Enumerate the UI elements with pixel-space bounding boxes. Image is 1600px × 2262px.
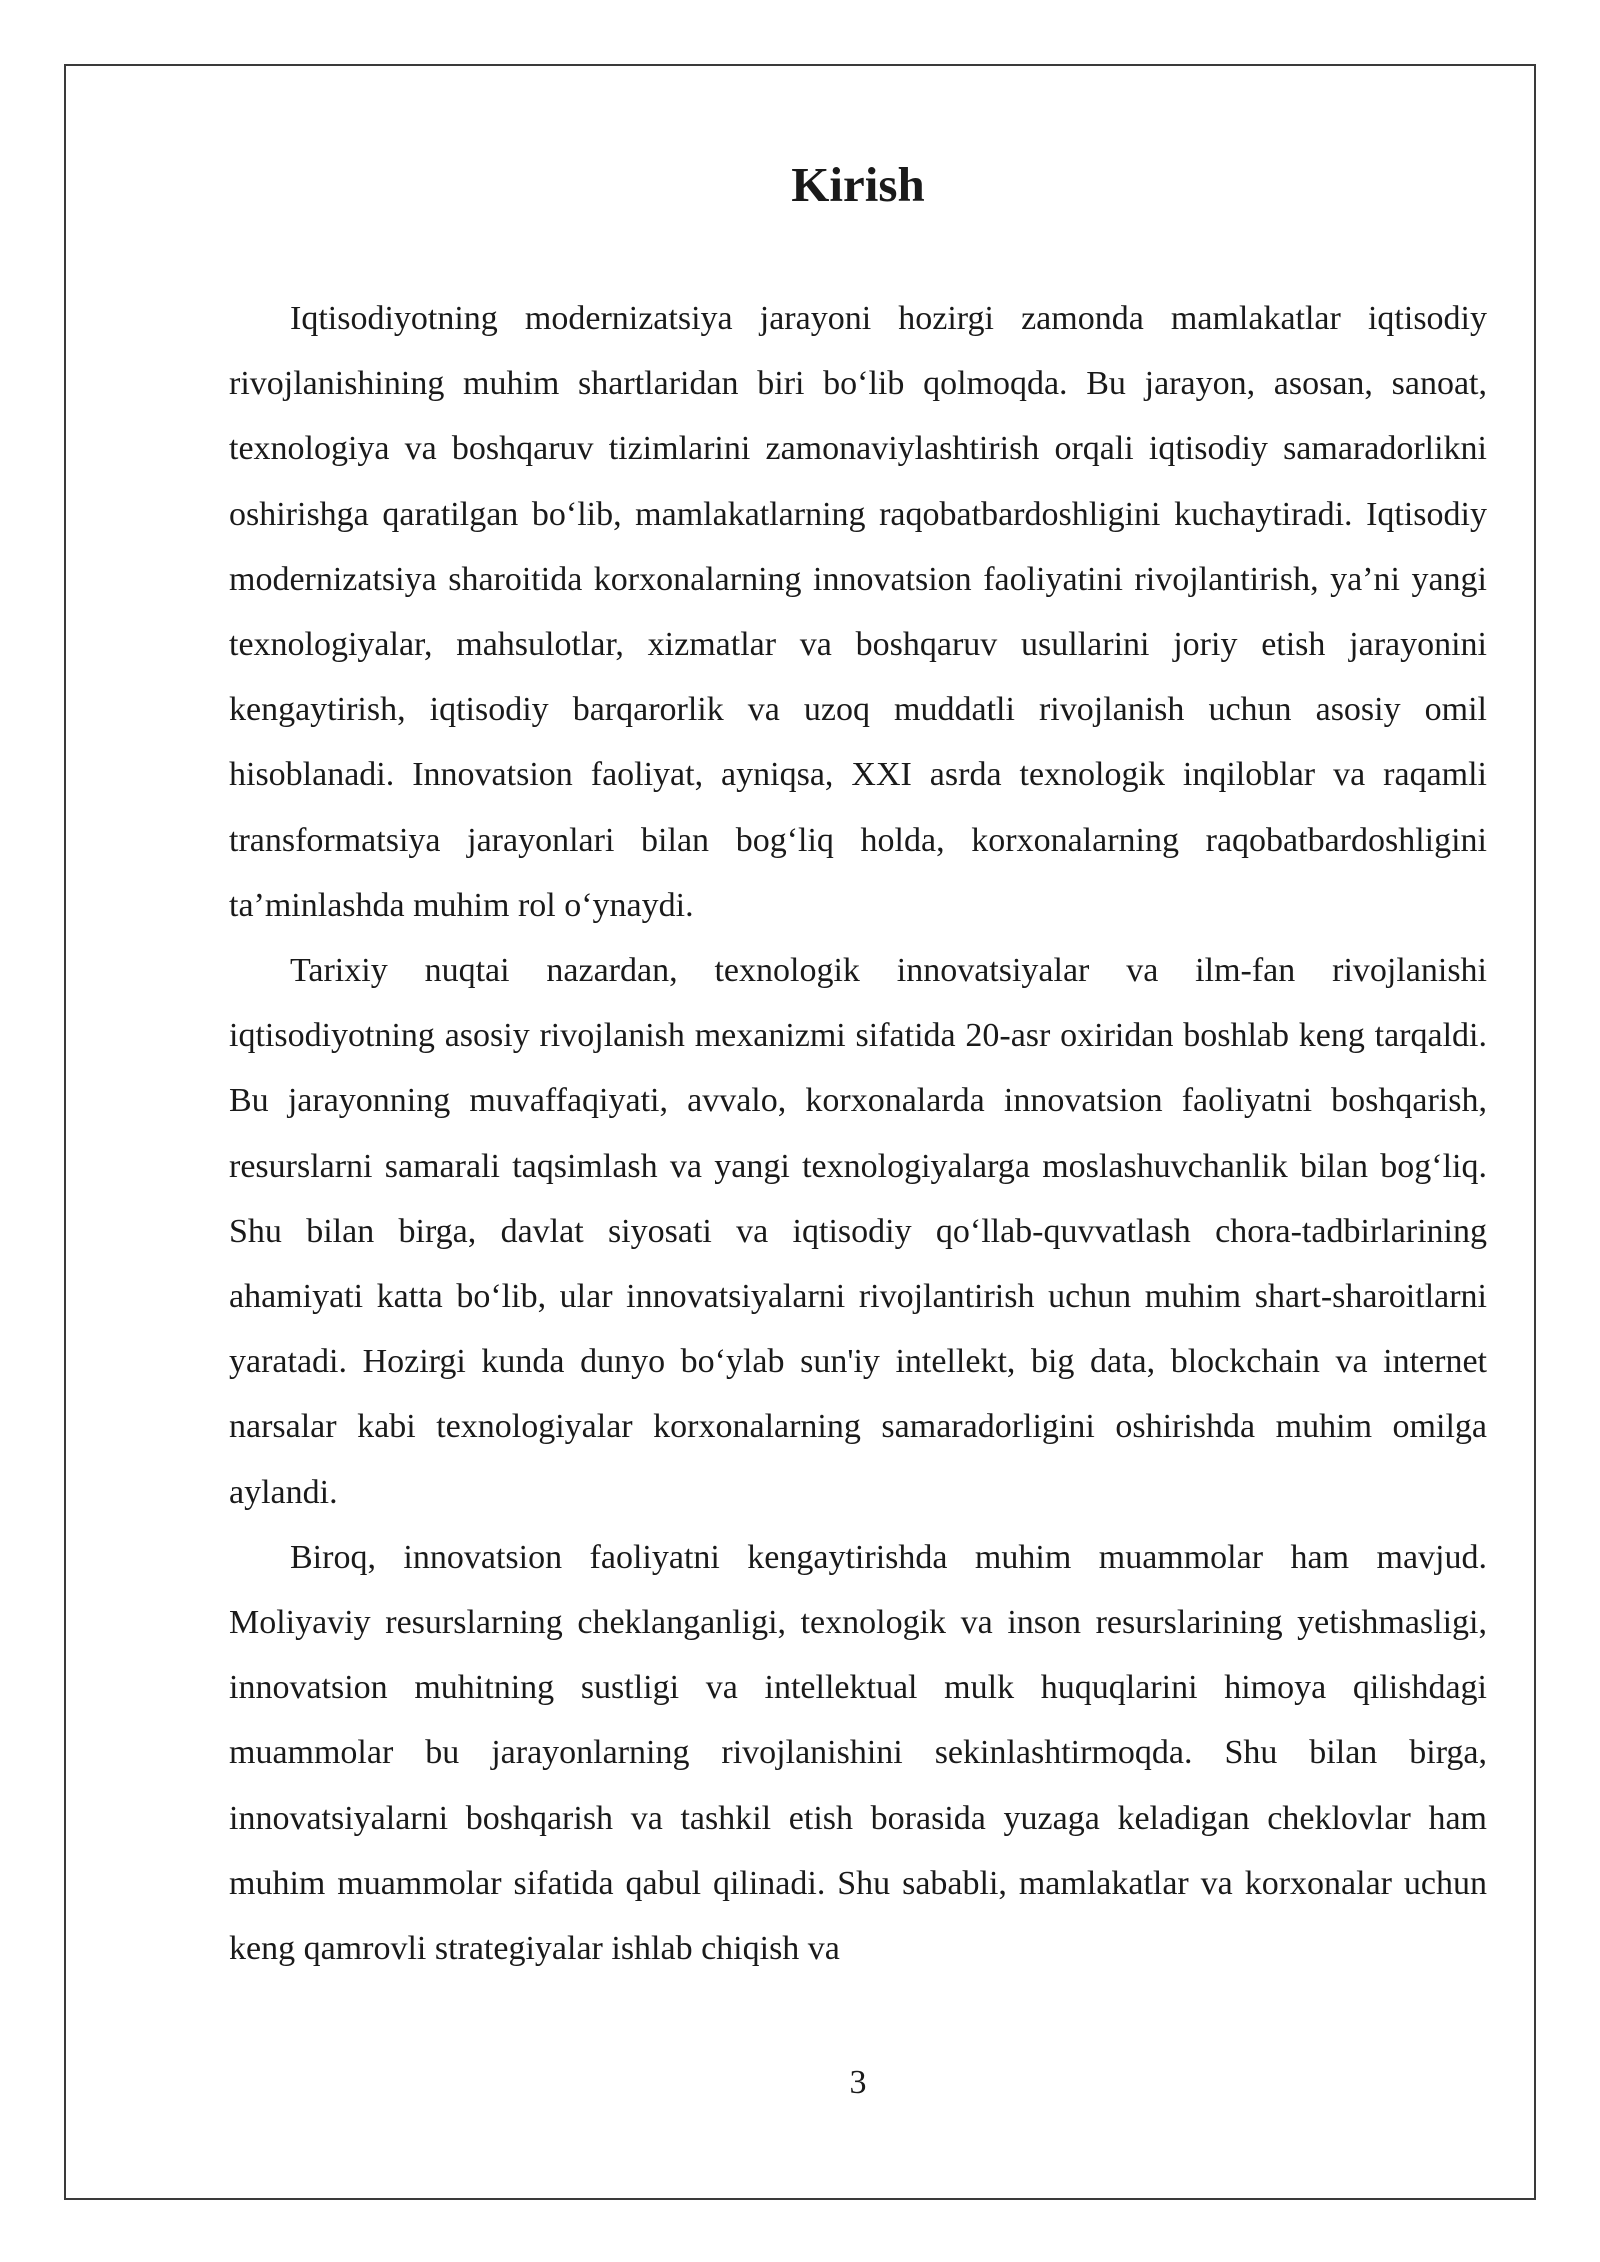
page-number: 3 xyxy=(849,2064,867,2101)
page-title: Kirish xyxy=(791,157,925,212)
paragraph-3: Biroq, innovatsion faoliyatni kengaytirishda muhim muammolar ham mavjud. Moliyaviy resurslarning cheklanganligi, texnologik va inson resurslarining yetishmasligi, innovatsion muhitning sustligi va intellektual mulk huquqlarini himoya qilishdagi muammolar bu jarayonlarning rivojlanishini sekinlashtirmoqda. Shu bilan birga, innovatsiyalarni boshqarish va tashkil etish borasida yuzaga keladigan cheklovlar ham muhim muammolar sifatida qabul qilinadi. Shu sababli, mamlakatlar va korxonalar uchun keng qamrovli strategiyalar ishlab chiqish va xyxy=(229,1538,1487,1968)
paragraph-2: Tarixiy nuqtai nazardan, texnologik innovatsiyalar va ilm-fan rivojlanishi iqtisodiyotning asosiy rivojlanish mexanizmi sifatida 20-asr oxiridan boshlab keng tarqaldi. Bu jarayonning muvaffaqiyati, avvalo, korxonalarda innovatsion faoliyatni boshqarish, resurslarni samarali taqsimlash va yangi texnologiyalarga moslashuvchanlik bilan bog‘liq. Shu bilan birga, davlat siyosati va iqtisodiy qo‘llab-quvvatlash chora-tadbirlarining ahamiyati katta bo‘lib, ular innovatsiyalarni rivojlantirish uchun muhim shart-sharoitlarni yaratadi. Hozirgi kunda dunyo bo‘ylab sun'iy intellekt, big data, blockchain va internet narsalar kabi texnologiyalar korxonalarning samaradorligini oshirishda muhim omilga aylandi. xyxy=(229,952,1487,1511)
document-body xyxy=(229,286,1487,1981)
paragraph-1: Iqtisodiyotning modernizatsiya jarayoni hozirgi zamonda mamlakatlar iqtisodiy rivojlanishining muhim shartlaridan biri bo‘lib qolmoqda. Bu jarayon, asosan, sanoat, texnologiya va boshqaruv tizimlarini zamonaviylashtirish orqali iqtisodiy samaradorlikni oshirishga qaratilgan bo‘lib, mamlakatlarning raqobatbardoshligini kuchaytiradi. Iqtisodiy modernizatsiya sharoitida korxonalarning innovatsion faoliyatini rivojlantirish, ya’ni yangi texnologiyalar, mahsulotlar, xizmatlar va boshqaruv usullarini joriy etish jarayonini kengaytirish, iqtisodiy barqarorlik va uzoq muddatli rivojlanish uchun asosiy omil hisoblanadi. Innovatsion faoliyat, ayniqsa, XXI asrda texnologik inqiloblar va raqamli transformatsiya jarayonlari bilan bog‘liq holda, korxonalarning raqobatbardoshligini ta’minlashda muhim rol o‘ynaydi. xyxy=(229,300,1487,924)
